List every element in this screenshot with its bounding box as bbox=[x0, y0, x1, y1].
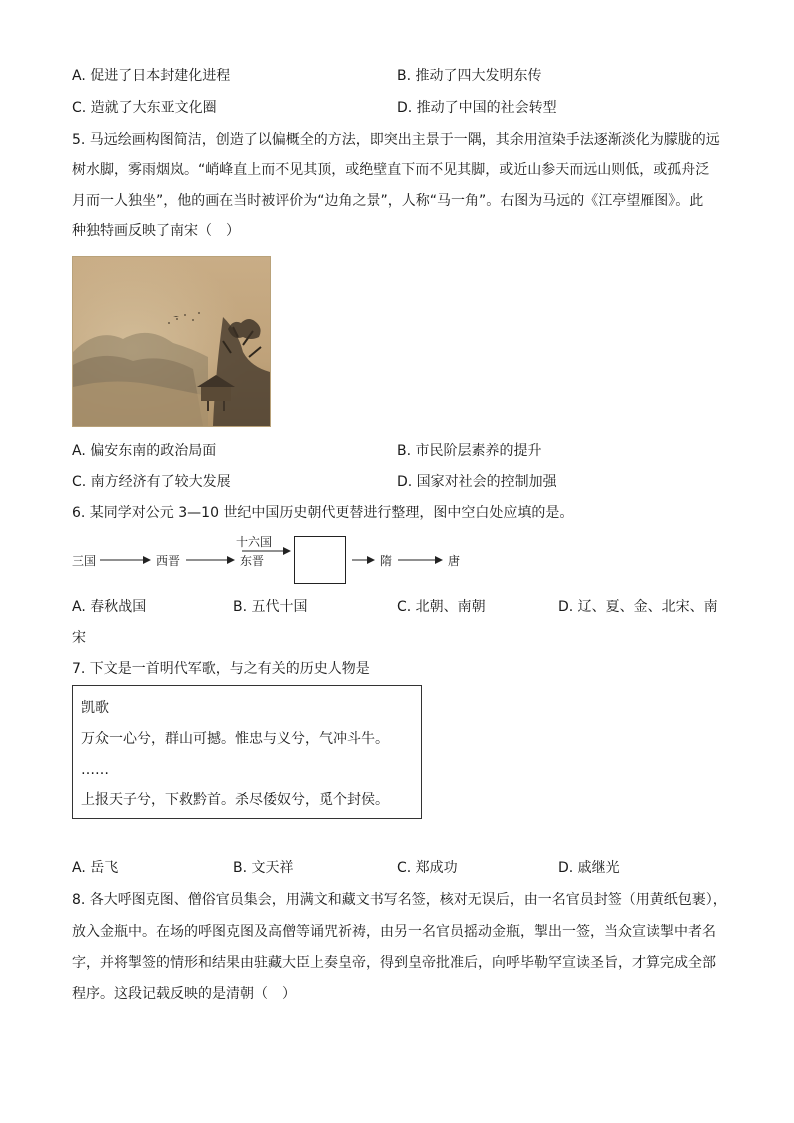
flow-node-shiliuguo: 十六国 bbox=[236, 535, 273, 549]
poem-title: 凯歌 bbox=[81, 700, 109, 716]
q5-stem-line-4: 种独特画反映了南宋（ ） bbox=[72, 223, 240, 239]
q7-option-c: C. 郑成功 bbox=[397, 860, 458, 876]
q8-stem-line-4: 程序。这段记载反映的是清朝（ ） bbox=[72, 986, 296, 1002]
q5-option-d: D. 国家对社会的控制加强 bbox=[397, 474, 557, 490]
q5-option-a: A. 偏安东南的政治局面 bbox=[72, 443, 217, 459]
poem-line-2: 上报天子兮，下救黔首。杀尽倭奴兮，觅个封侯。 bbox=[81, 792, 389, 808]
flow-node-xijin: 西晋 bbox=[156, 554, 181, 568]
poem-ellipsis: …… bbox=[81, 762, 109, 778]
q5-option-c: C. 南方经济有了较大发展 bbox=[72, 474, 231, 490]
q8-stem-line-1: 8. 各大呼图克图、僧俗官员集会，用满文和藏文书写名签，核对无误后，由一名官员封签（用黄纸包裹）， bbox=[72, 892, 727, 908]
q7-option-b: B. 文天祥 bbox=[233, 860, 294, 876]
q7-stem: 7. 下文是一首明代军歌，与之有关的历史人物是 bbox=[72, 661, 370, 677]
flow-node-sui: 隋 bbox=[380, 554, 393, 568]
poem-box bbox=[72, 685, 422, 819]
poem-line-1: 万众一心兮，群山可撼。惟忠与义兮，气冲斗牛。 bbox=[81, 731, 389, 747]
q4-option-b: B. 推动了四大发明东传 bbox=[397, 68, 542, 84]
q5-option-b: B. 市民阶层素养的提升 bbox=[397, 443, 542, 459]
dynasty-flow-diagram bbox=[72, 533, 532, 585]
q6-option-a: A. 春秋战国 bbox=[72, 599, 147, 615]
landscape-painting-image bbox=[73, 257, 270, 426]
q5-stem-line-1: 5. 马远绘画构图简洁，创造了以偏概全的方法，即突出主景于一隅，其余用渲染手法逐渐淡化为朦胧的远 bbox=[72, 132, 720, 148]
flow-node-dongjin: 东晋 bbox=[240, 554, 265, 568]
q4-option-d: D. 推动了中国的社会转型 bbox=[397, 100, 557, 116]
flow-node-tang: 唐 bbox=[448, 554, 461, 568]
q4-option-c: C. 造就了大东亚文化圈 bbox=[72, 100, 217, 116]
q4-option-a: A. 促进了日本封建化进程 bbox=[72, 68, 231, 84]
q6-option-d-continued: 宋 bbox=[72, 630, 86, 646]
q8-stem-line-2: 放入金瓶中。在场的呼图克图及高僧等诵咒祈祷，由另一名官员摇动金瓶，掣出一签，当众宣读掣中者名 bbox=[72, 924, 716, 940]
q6-option-d: D. 辽、夏、金、北宋、南 bbox=[558, 599, 718, 615]
q7-option-d: D. 戚继光 bbox=[558, 860, 620, 876]
q6-option-c: C. 北朝、南朝 bbox=[397, 599, 486, 615]
flow-blank-box bbox=[294, 536, 346, 584]
q6-option-b: B. 五代十国 bbox=[233, 599, 308, 615]
q7-option-a: A. 岳飞 bbox=[72, 860, 119, 876]
flow-node-sanguo: 三国 bbox=[72, 554, 97, 568]
jiangting-wangyan-painting bbox=[72, 256, 271, 427]
q6-stem: 6. 某同学对公元 3—10 世纪中国历史朝代更替进行整理，图中空白处应填的是。 bbox=[72, 505, 574, 521]
q8-stem-line-3: 字，并将掣签的情形和结果由驻藏大臣上奏皇帝，得到皇帝批准后，向呼毕勒罕宣读圣旨，才算完成全部 bbox=[72, 955, 716, 971]
q5-stem-line-2: 树水脚，雾雨烟岚。“峭峰直上而不见其顶，或绝壁直下而不见其脚，或近山参天而远山则低，或孤舟泛 bbox=[72, 162, 710, 178]
q5-stem-line-3: 月而一人独坐”，他的画在当时被评价为“边角之景”，人称“马一角”。右图为马远的《江亭望雁图》。此 bbox=[72, 193, 704, 209]
